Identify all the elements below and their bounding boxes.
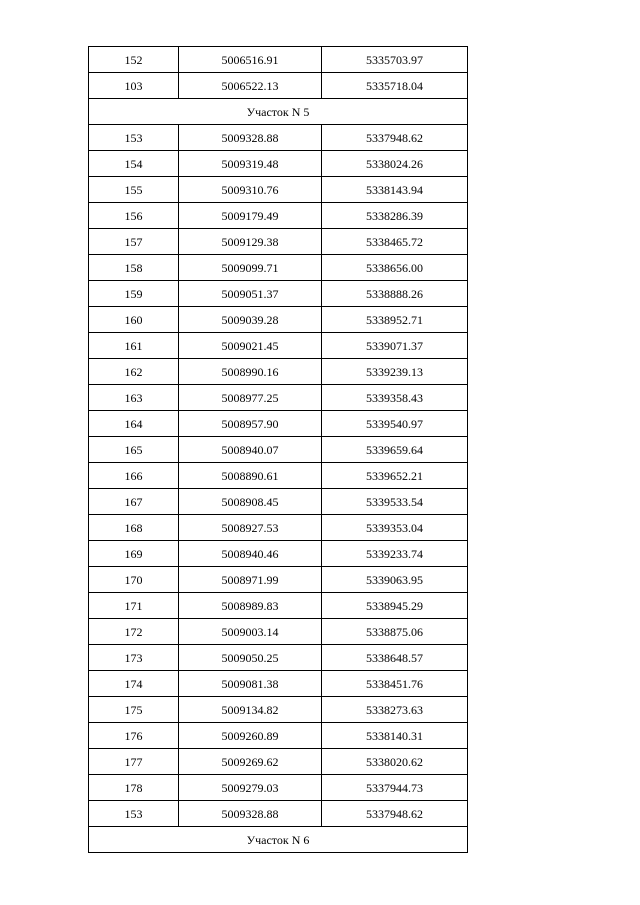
x-coordinate-cell: 5008977.25 [179,385,322,411]
section-header-row [89,99,468,125]
point-number-cell: 158 [89,255,179,281]
y-coordinate-cell: 5338875.06 [322,619,468,645]
y-coordinate-cell: 5338888.26 [322,281,468,307]
point-number-cell: 172 [89,619,179,645]
table-row [89,151,468,177]
table-row [89,307,468,333]
point-number-cell: 154 [89,151,179,177]
x-coordinate-cell: 5009099.71 [179,255,322,281]
point-number-cell: 176 [89,723,179,749]
table-row [89,541,468,567]
point-number-cell: 159 [89,281,179,307]
y-coordinate-cell: 5337944.73 [322,775,468,801]
point-number-cell: 164 [89,411,179,437]
table-row [89,333,468,359]
x-coordinate-cell: 5009328.88 [179,125,322,151]
x-coordinate-cell: 5008957.90 [179,411,322,437]
table-row [89,801,468,827]
point-number-cell: 160 [89,307,179,333]
point-number-cell: 162 [89,359,179,385]
x-coordinate-cell: 5006522.13 [179,73,322,99]
x-coordinate-cell: 5008990.16 [179,359,322,385]
point-number-cell: 170 [89,567,179,593]
x-coordinate-cell: 5008940.07 [179,437,322,463]
table-row [89,411,468,437]
coordinates-table [88,46,468,853]
point-number-cell: 173 [89,645,179,671]
x-coordinate-cell: 5009081.38 [179,671,322,697]
y-coordinate-cell: 5338945.29 [322,593,468,619]
point-number-cell: 152 [89,47,179,73]
point-number-cell: 103 [89,73,179,99]
x-coordinate-cell: 5008971.99 [179,567,322,593]
point-number-cell: 161 [89,333,179,359]
table-row [89,645,468,671]
y-coordinate-cell: 5339358.43 [322,385,468,411]
point-number-cell: 157 [89,229,179,255]
y-coordinate-cell: 5339233.74 [322,541,468,567]
y-coordinate-cell: 5335703.97 [322,47,468,73]
point-number-cell: 169 [89,541,179,567]
y-coordinate-cell: 5338952.71 [322,307,468,333]
point-number-cell: 165 [89,437,179,463]
y-coordinate-cell: 5338143.94 [322,177,468,203]
y-coordinate-cell: 5337948.62 [322,801,468,827]
point-number-cell: 177 [89,749,179,775]
table-row [89,489,468,515]
x-coordinate-cell: 5009021.45 [179,333,322,359]
y-coordinate-cell: 5339353.04 [322,515,468,541]
y-coordinate-cell: 5338140.31 [322,723,468,749]
y-coordinate-cell: 5338656.00 [322,255,468,281]
x-coordinate-cell: 5008989.83 [179,593,322,619]
x-coordinate-cell: 5009310.76 [179,177,322,203]
x-coordinate-cell: 5008927.53 [179,515,322,541]
x-coordinate-cell: 5009051.37 [179,281,322,307]
y-coordinate-cell: 5339239.13 [322,359,468,385]
table-row [89,47,468,73]
x-coordinate-cell: 5008890.61 [179,463,322,489]
table-row [89,385,468,411]
y-coordinate-cell: 5338648.57 [322,645,468,671]
table-row [89,73,468,99]
table-row [89,203,468,229]
x-coordinate-cell: 5009179.49 [179,203,322,229]
table-row [89,619,468,645]
point-number-cell: 174 [89,671,179,697]
x-coordinate-cell: 5009134.82 [179,697,322,723]
point-number-cell: 168 [89,515,179,541]
point-number-cell: 167 [89,489,179,515]
y-coordinate-cell: 5339659.64 [322,437,468,463]
x-coordinate-cell: 5009039.28 [179,307,322,333]
y-coordinate-cell: 5337948.62 [322,125,468,151]
table-row [89,229,468,255]
x-coordinate-cell: 5008908.45 [179,489,322,515]
y-coordinate-cell: 5338465.72 [322,229,468,255]
section-title: Участок N 5 [89,99,468,125]
y-coordinate-cell: 5338020.62 [322,749,468,775]
table-row [89,723,468,749]
y-coordinate-cell: 5339652.21 [322,463,468,489]
x-coordinate-cell: 5009328.88 [179,801,322,827]
point-number-cell: 153 [89,125,179,151]
point-number-cell: 178 [89,775,179,801]
y-coordinate-cell: 5339540.97 [322,411,468,437]
x-coordinate-cell: 5009003.14 [179,619,322,645]
x-coordinate-cell: 5009129.38 [179,229,322,255]
x-coordinate-cell: 5008940.46 [179,541,322,567]
point-number-cell: 171 [89,593,179,619]
table-row [89,177,468,203]
table-row [89,255,468,281]
section-header-row [89,827,468,853]
x-coordinate-cell: 5009260.89 [179,723,322,749]
table-row [89,437,468,463]
table-row [89,671,468,697]
x-coordinate-cell: 5009319.48 [179,151,322,177]
section-title: Участок N 6 [89,827,468,853]
point-number-cell: 163 [89,385,179,411]
table-row [89,125,468,151]
table-row [89,515,468,541]
table-row [89,593,468,619]
table-row [89,567,468,593]
y-coordinate-cell: 5339533.54 [322,489,468,515]
y-coordinate-cell: 5339063.95 [322,567,468,593]
table-row [89,281,468,307]
table-row [89,697,468,723]
table-row [89,359,468,385]
y-coordinate-cell: 5338273.63 [322,697,468,723]
point-number-cell: 175 [89,697,179,723]
point-number-cell: 153 [89,801,179,827]
x-coordinate-cell: 5006516.91 [179,47,322,73]
point-number-cell: 155 [89,177,179,203]
x-coordinate-cell: 5009279.03 [179,775,322,801]
table-row [89,749,468,775]
coordinates-table-body [89,47,468,853]
x-coordinate-cell: 5009269.62 [179,749,322,775]
y-coordinate-cell: 5338024.26 [322,151,468,177]
y-coordinate-cell: 5338286.39 [322,203,468,229]
table-row [89,775,468,801]
y-coordinate-cell: 5335718.04 [322,73,468,99]
point-number-cell: 156 [89,203,179,229]
x-coordinate-cell: 5009050.25 [179,645,322,671]
table-row [89,463,468,489]
y-coordinate-cell: 5338451.76 [322,671,468,697]
point-number-cell: 166 [89,463,179,489]
y-coordinate-cell: 5339071.37 [322,333,468,359]
